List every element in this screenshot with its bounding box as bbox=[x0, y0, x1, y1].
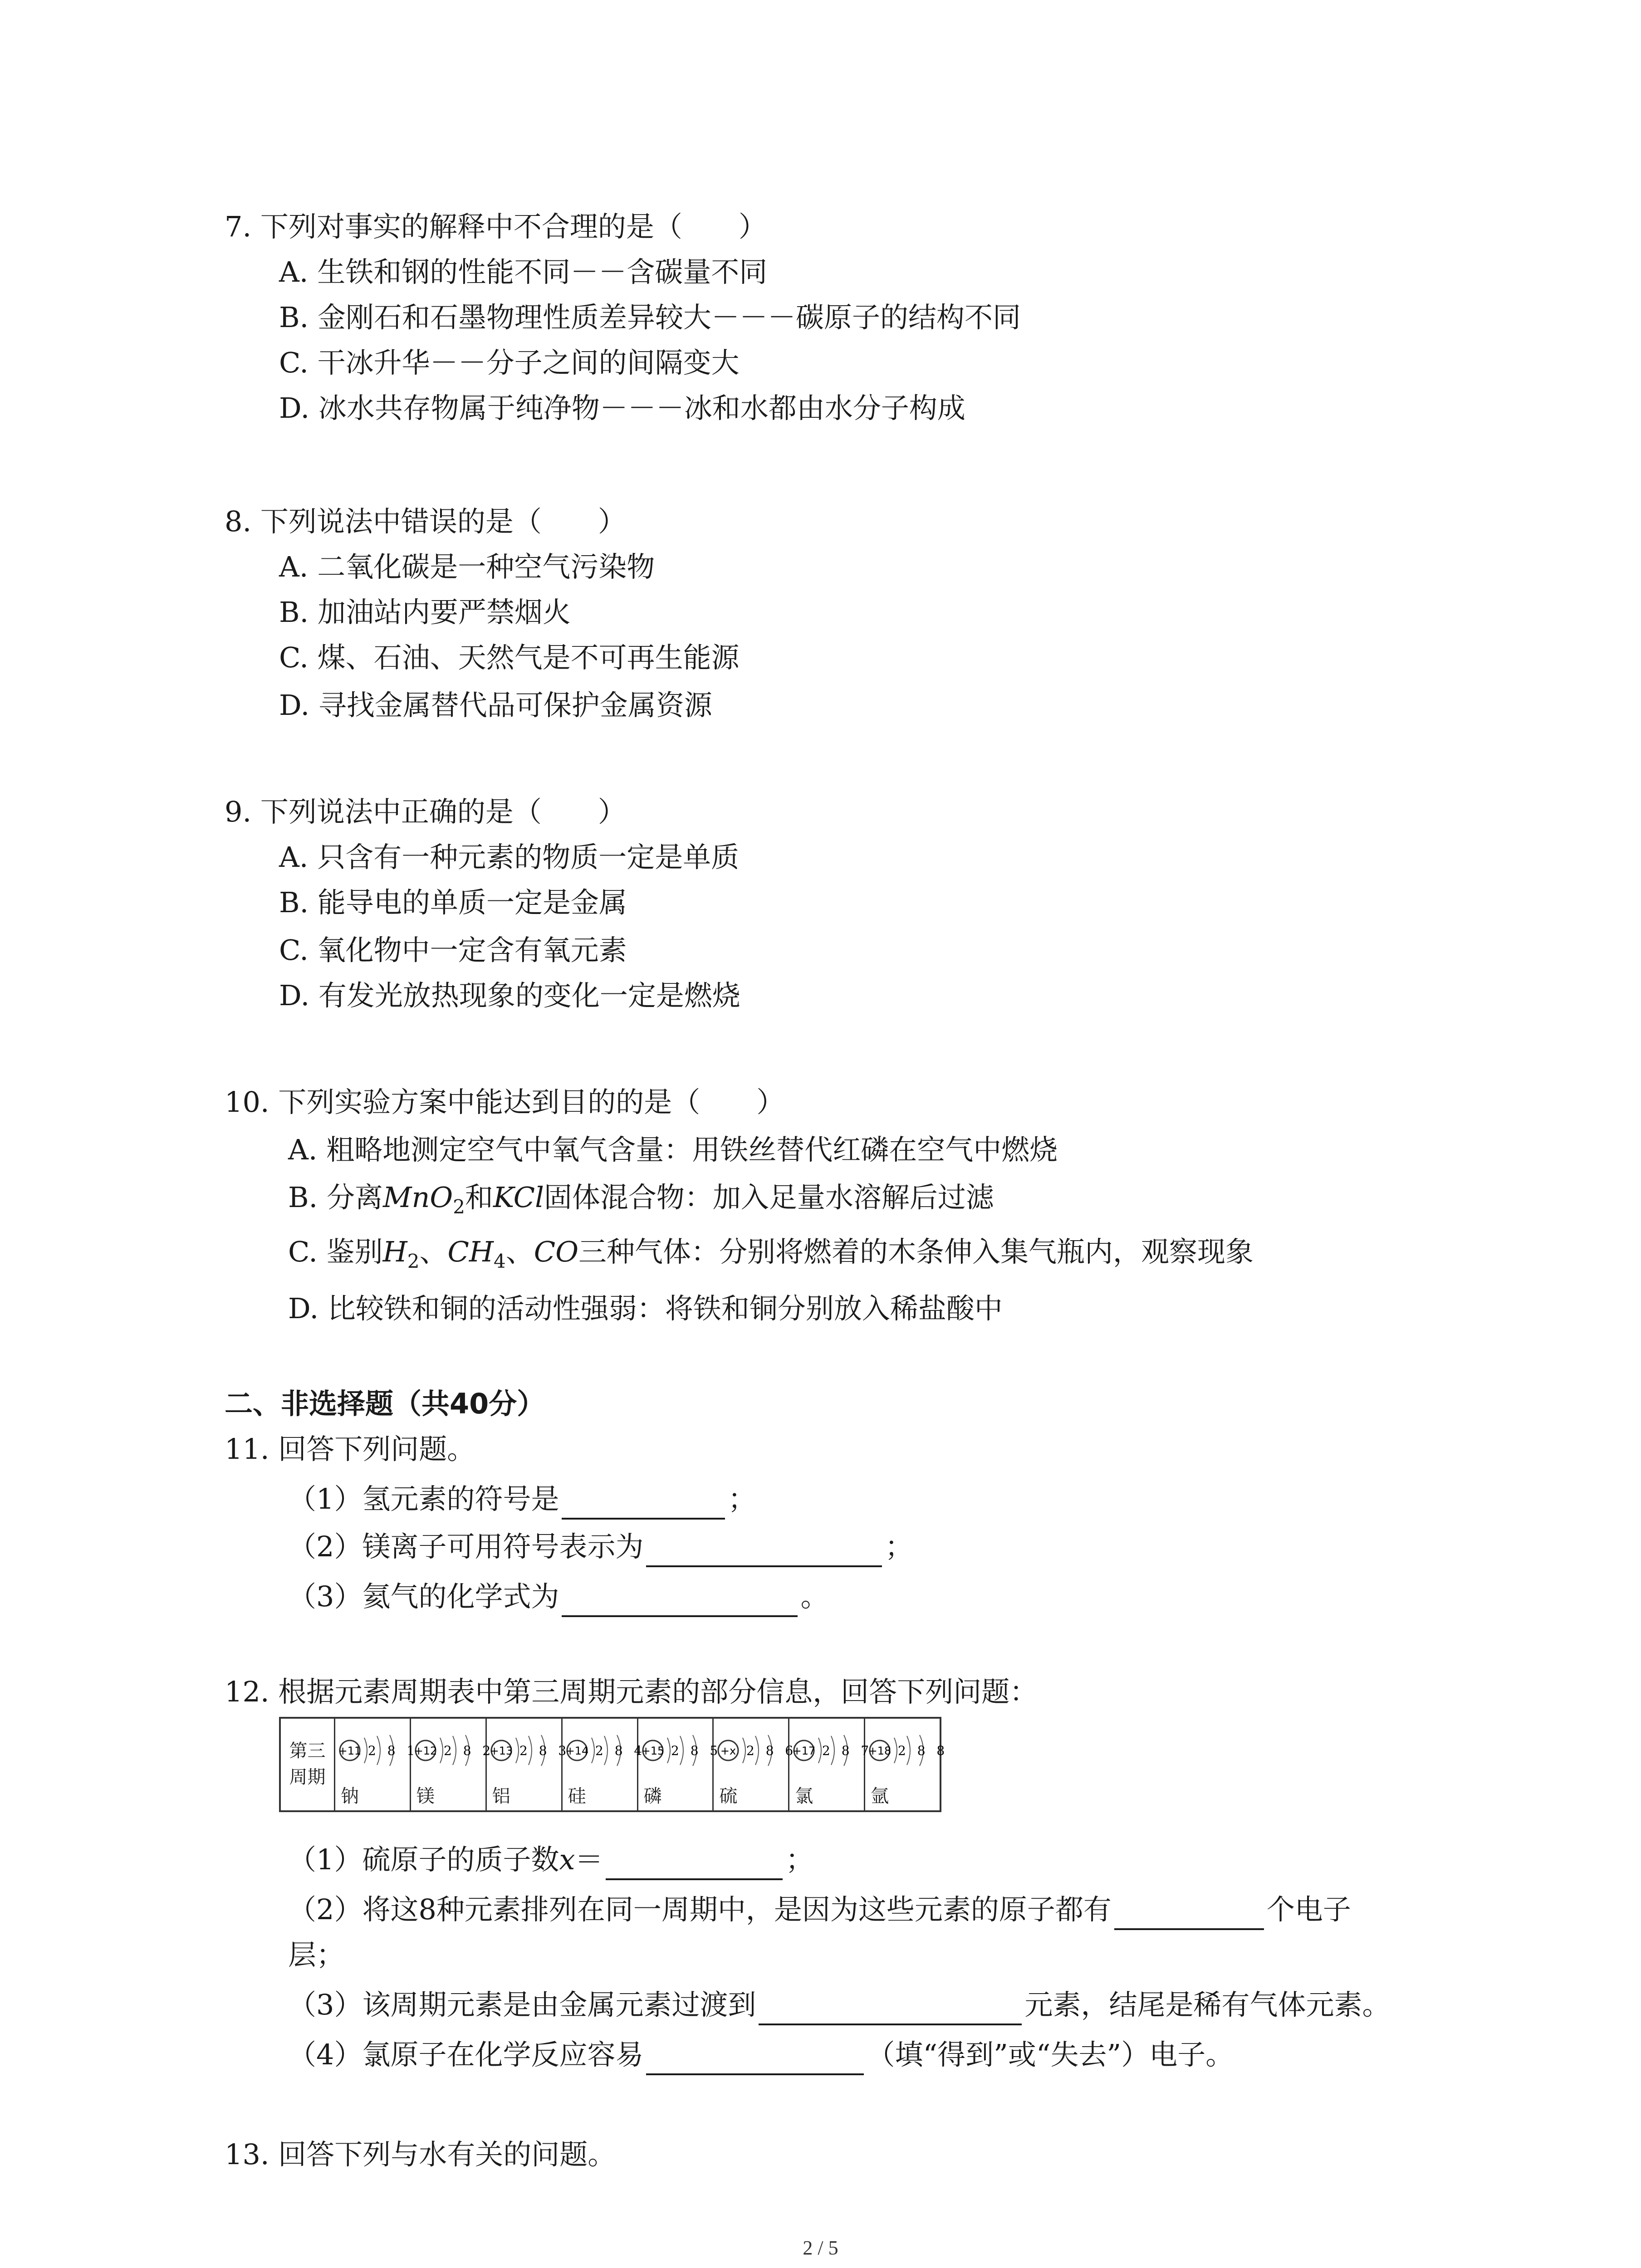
formula-ch4-base: CH bbox=[447, 1235, 494, 1268]
formula-h2 bbox=[382, 1235, 420, 1272]
q12-part2-text: （2）将这8种元素排列在同一周期中，是因为这些元素的原子都有 bbox=[288, 1893, 1112, 1926]
table-header-line2: 周期 bbox=[289, 1767, 326, 1788]
element-name: 钠 bbox=[341, 1786, 359, 1807]
q12-stem: 12. 根据元素周期表中第三周期元素的部分信息，回答下列问题： bbox=[225, 1675, 1038, 1708]
q12-part4-text: （4）氯原子在化学反应容易 bbox=[288, 2038, 644, 2071]
table-header-line1: 第三 bbox=[289, 1740, 326, 1761]
atom-structure-diagram bbox=[868, 1730, 949, 1775]
answer-blank[interactable] bbox=[562, 1584, 798, 1617]
element-cell bbox=[789, 1719, 873, 1810]
element-name: 镁 bbox=[416, 1786, 435, 1807]
variable-x: x bbox=[559, 1843, 575, 1876]
q11-part3-punct: 。 bbox=[800, 1580, 829, 1613]
q7-stem: 7. 下列对事实的解释中不合理的是（ ） bbox=[225, 210, 767, 243]
q11-part2-punct: ； bbox=[885, 1530, 913, 1563]
q13-stem: 13. 回答下列与水有关的问题。 bbox=[225, 2138, 616, 2171]
element-name: 氩 bbox=[871, 1786, 889, 1807]
q7-option-d: D. 冰水共存物属于纯净物－－－冰和水都由水分子构成 bbox=[279, 391, 965, 425]
answer-blank[interactable] bbox=[1114, 1897, 1264, 1930]
element-name: 磷 bbox=[643, 1786, 662, 1807]
electron-shells: 2 8 3 bbox=[519, 1743, 570, 1758]
q10-option-b bbox=[288, 1177, 994, 1227]
element-cell bbox=[411, 1719, 495, 1810]
electron-shells: 2 8 2 bbox=[443, 1743, 495, 1758]
q8-option-b: B. 加油站内要严禁烟火 bbox=[279, 596, 571, 629]
q12-part3-text: （3）该周期元素是由金属元素过渡到 bbox=[288, 1988, 756, 2021]
atom-structure-diagram bbox=[414, 1730, 495, 1775]
q11-part1-punct: ； bbox=[728, 1482, 756, 1515]
q12-part2 bbox=[288, 1889, 1351, 1930]
q8-option-d: D. 寻找金属替代品可保护金属资源 bbox=[279, 689, 712, 722]
q12-part2-tail: 个电子 bbox=[1266, 1893, 1351, 1926]
electron-shells: 2 8 8 bbox=[898, 1743, 949, 1758]
q8-option-a: A. 二氧化碳是一种空气污染物 bbox=[279, 550, 655, 583]
q12-part3 bbox=[288, 1984, 1390, 2025]
element-cell bbox=[714, 1719, 797, 1810]
q12-part4 bbox=[288, 2034, 1234, 2075]
electron-shells: 2 8 4 bbox=[595, 1743, 646, 1758]
electron-shells: 2 8 6 bbox=[746, 1743, 797, 1758]
q8-stem: 8. 下列说法中错误的是（ ） bbox=[225, 505, 626, 538]
atom-structure-diagram bbox=[565, 1730, 646, 1775]
q7-option-c: C. 干冰升华－－分子之间的间隔变大 bbox=[279, 346, 740, 379]
q10-stem: 10. 下列实验方案中能达到目的的是（ ） bbox=[225, 1085, 785, 1119]
equals-sign: ＝ bbox=[575, 1843, 603, 1876]
atom-structure-diagram bbox=[792, 1730, 873, 1775]
period-three-table bbox=[279, 1717, 949, 1812]
electron-shells: 2 8 7 bbox=[822, 1743, 873, 1758]
atom-structure-diagram bbox=[490, 1730, 570, 1775]
q9-option-b: B. 能导电的单质一定是金属 bbox=[279, 886, 627, 919]
formula-mno2 bbox=[382, 1181, 465, 1218]
q10-option-d: D. 比较铁和铜的活动性强弱：将铁和铜分别放入稀盐酸中 bbox=[288, 1292, 1003, 1325]
q8-option-c: C. 煤、石油、天然气是不可再生能源 bbox=[279, 641, 740, 674]
q7-option-b: B. 金刚石和石墨物理性质差异较大－－－碳原子的结构不同 bbox=[279, 301, 1021, 334]
answer-blank[interactable] bbox=[562, 1486, 725, 1520]
page-number: 2 / 5 bbox=[803, 2237, 838, 2259]
formula-ch4 bbox=[447, 1235, 506, 1272]
q10-option-a: A. 粗略地测定空气中氧气含量：用铁丝替代红磷在空气中燃烧 bbox=[288, 1133, 1058, 1166]
formula-co: CO bbox=[534, 1235, 579, 1268]
formula-mno2-base: MnO bbox=[382, 1181, 453, 1214]
table-header-cell bbox=[281, 1719, 335, 1810]
q10-c-rest: 三种气体：分别将燃着的木条伸入集气瓶内，观察现象 bbox=[578, 1235, 1254, 1268]
nucleus-charge: +x bbox=[720, 1745, 736, 1757]
nucleus-charge: +13 bbox=[490, 1745, 513, 1757]
q9-option-a: A. 只含有一种元素的物质一定是单质 bbox=[279, 841, 740, 874]
q12-part4-tail: （填“得到”或“失去”）电子。 bbox=[867, 2038, 1234, 2071]
element-name: 硫 bbox=[719, 1786, 738, 1807]
q10-c-sep1: 、 bbox=[419, 1235, 448, 1268]
q11-part2 bbox=[288, 1526, 913, 1567]
electron-shells: 2 8 1 bbox=[368, 1743, 419, 1758]
nucleus-charge: +12 bbox=[414, 1745, 437, 1757]
q11-stem: 11. 回答下列问题。 bbox=[225, 1432, 475, 1466]
nucleus-charge: +14 bbox=[565, 1745, 588, 1757]
q10-b-prefix: B. 分离 bbox=[288, 1181, 383, 1214]
section-heading: 二、非选择题（共40分） bbox=[225, 1387, 545, 1420]
q9-option-d: D. 有发光放热现象的变化一定是燃烧 bbox=[279, 979, 740, 1012]
q11-part1-text: （1）氢元素的符号是 bbox=[288, 1482, 559, 1515]
nucleus-charge: +17 bbox=[792, 1745, 816, 1757]
nucleus-charge: +18 bbox=[868, 1745, 892, 1757]
q11-part1 bbox=[288, 1479, 756, 1520]
formula-ch4-sub: 4 bbox=[494, 1250, 506, 1272]
formula-h2-base: H bbox=[382, 1235, 407, 1268]
q9-stem: 9. 下列说法中正确的是（ ） bbox=[225, 795, 626, 828]
element-cell bbox=[865, 1719, 949, 1810]
q10-b-and: 和 bbox=[465, 1181, 493, 1214]
element-name: 硅 bbox=[568, 1786, 586, 1807]
q10-b-rest: 固体混合物：加入足量水溶解后过滤 bbox=[544, 1181, 994, 1214]
element-name: 氯 bbox=[795, 1786, 813, 1807]
nucleus-charge: +11 bbox=[338, 1745, 362, 1757]
element-name: 铝 bbox=[492, 1786, 510, 1807]
formula-mno2-sub: 2 bbox=[453, 1196, 465, 1218]
atom-structure-diagram bbox=[716, 1730, 797, 1775]
q12-part1-punct: ； bbox=[785, 1843, 814, 1876]
q12-part3-tail: 元素，结尾是稀有气体元素。 bbox=[1024, 1988, 1391, 2021]
element-cell bbox=[335, 1719, 419, 1810]
element-cell bbox=[638, 1719, 721, 1810]
electron-shells: 2 8 5 bbox=[671, 1743, 721, 1758]
formula-kcl: KCl bbox=[493, 1181, 544, 1214]
element-cell bbox=[563, 1719, 646, 1810]
answer-blank[interactable] bbox=[646, 2042, 864, 2075]
q7-option-a: A. 生铁和钢的性能不同－－含碳量不同 bbox=[279, 255, 768, 288]
atom-structure-diagram bbox=[338, 1730, 419, 1775]
element-cell bbox=[487, 1719, 570, 1810]
answer-blank[interactable] bbox=[646, 1534, 882, 1567]
q11-part3 bbox=[288, 1576, 828, 1617]
answer-blank[interactable] bbox=[606, 1847, 783, 1880]
formula-h2-sub: 2 bbox=[407, 1250, 420, 1272]
q12-part2-wrap: 层； bbox=[288, 1938, 345, 1971]
q9-option-c: C. 氧化物中一定含有氧元素 bbox=[279, 934, 627, 967]
atom-structure-diagram bbox=[641, 1730, 721, 1775]
answer-blank[interactable] bbox=[759, 1992, 1022, 2025]
nucleus-charge: +15 bbox=[641, 1745, 664, 1757]
q11-part3-text: （3）氦气的化学式为 bbox=[288, 1580, 559, 1613]
q12-part1 bbox=[288, 1839, 813, 1880]
q11-part2-text: （2）镁离子可用符号表示为 bbox=[288, 1530, 644, 1563]
q10-c-sep2: 、 bbox=[505, 1235, 534, 1268]
q10-c-prefix: C. 鉴别 bbox=[288, 1235, 383, 1268]
q10-option-c bbox=[288, 1232, 1254, 1282]
q12-part1-text: （1）硫原子的质子数 bbox=[288, 1843, 559, 1876]
